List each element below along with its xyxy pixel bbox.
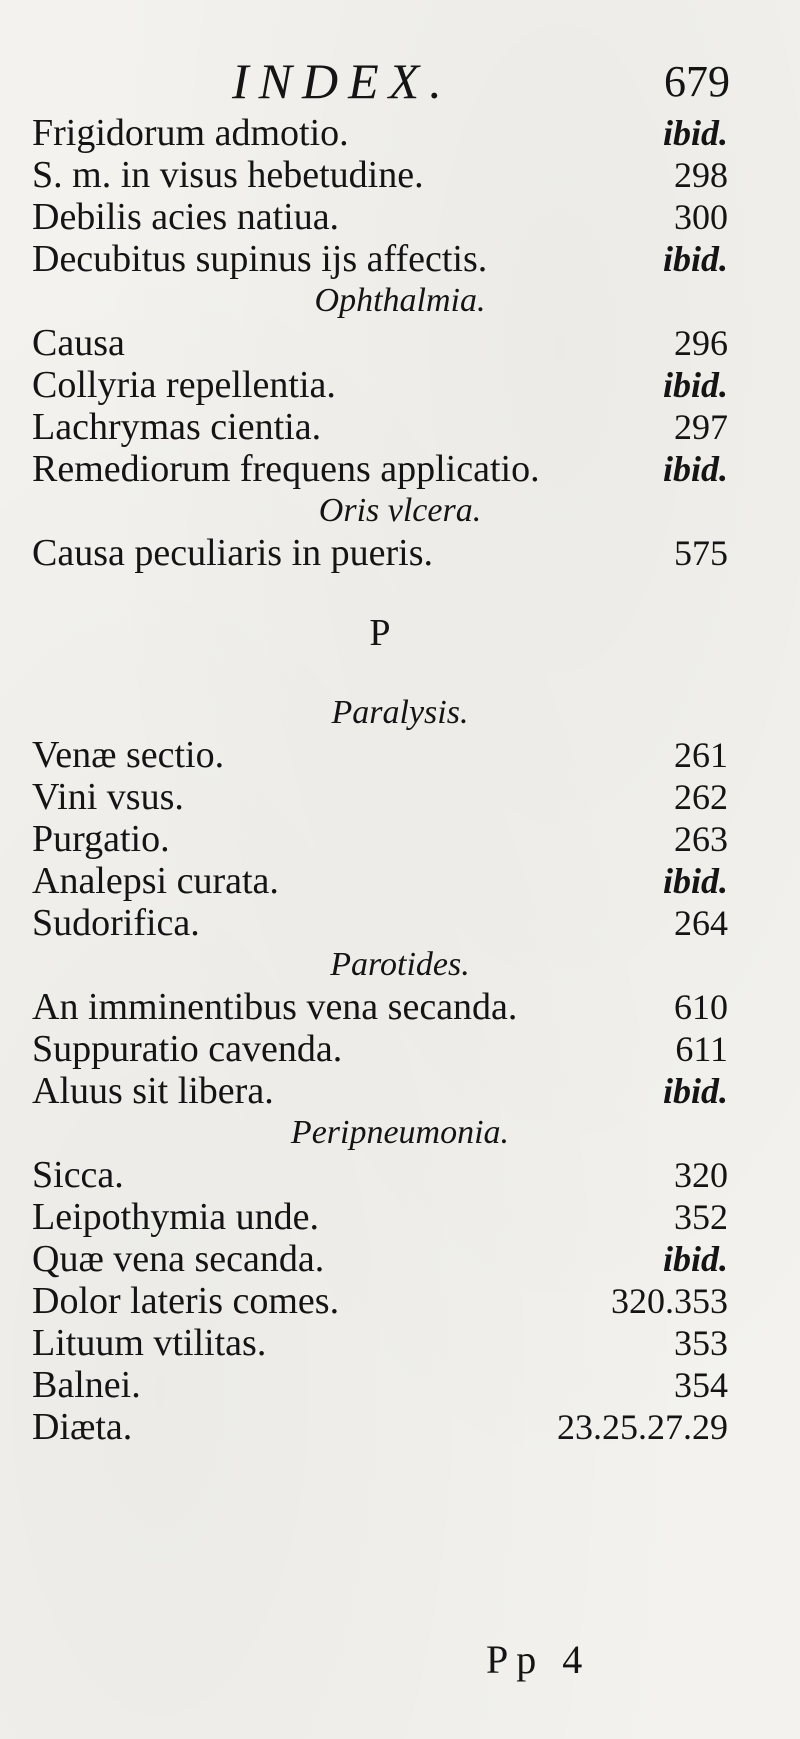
signature-mark: Pp 4 — [486, 1637, 591, 1682]
entry-text: Lituum vtilitas. — [32, 1322, 267, 1364]
entry-page-ref: 298 — [674, 155, 728, 195]
section-heading — [0, 280, 800, 322]
entry-text: Aluus sit libera. — [32, 1070, 274, 1112]
entry-text: Suppuratio cavenda. — [32, 1028, 343, 1070]
entry-text: An imminentibus vena secanda. — [32, 986, 518, 1028]
entry-page-ref: ibid. — [662, 1239, 728, 1279]
index-entry — [0, 406, 800, 448]
section-heading — [0, 490, 800, 532]
index-entry — [0, 112, 800, 154]
entry-page-ref: 263 — [674, 819, 728, 859]
header-title: INDEX. — [232, 53, 452, 109]
entry-text: Collyria repellentia. — [32, 364, 336, 406]
entry-text: Debilis acies natiua. — [32, 196, 340, 238]
entry-page-ref: 353 — [674, 1323, 728, 1363]
entry-page-ref: ibid. — [662, 449, 728, 489]
entry-page-ref: 320.353 — [611, 1281, 728, 1321]
entry-page-ref: 610 — [674, 987, 728, 1027]
heading-text: Ophthalmia. — [314, 282, 486, 319]
section-heading — [0, 1112, 800, 1154]
index-entry — [0, 1196, 800, 1238]
header-page-number: 679 — [664, 57, 730, 106]
entry-text: Frigidorum admotio. — [32, 112, 349, 154]
entry-page-ref: ibid. — [662, 365, 728, 405]
entry-page-ref: ibid. — [662, 113, 728, 153]
entry-page-ref: 296 — [674, 323, 728, 363]
heading-text: Paralysis. — [331, 694, 469, 731]
entry-page-ref: 611 — [675, 1029, 728, 1069]
entry-text: Quæ vena secanda. — [32, 1238, 325, 1280]
entry-page-ref: 261 — [674, 735, 728, 775]
entry-text: Lachrymas cientia. — [32, 406, 322, 448]
entry-text: Leipothymia unde. — [32, 1196, 320, 1238]
entry-text: Balnei. — [32, 1364, 141, 1406]
entry-text: Sicca. — [32, 1154, 124, 1196]
heading-text: Peripneumonia. — [290, 1114, 510, 1151]
index-entry — [0, 1070, 800, 1112]
entry-text: S. m. in visus hebetudine. — [32, 154, 424, 196]
index-entry — [0, 364, 800, 406]
entry-text: Sudorifica. — [32, 902, 200, 944]
index-entry — [0, 1406, 800, 1448]
index-entry — [0, 1154, 800, 1196]
entry-text: Purgatio. — [32, 818, 170, 860]
entry-page-ref: 297 — [674, 407, 728, 447]
entry-page-ref: 354 — [674, 1365, 728, 1405]
entry-page-ref: 262 — [674, 777, 728, 817]
entry-page-ref: 23.25.27.29 — [557, 1407, 728, 1447]
index-entry — [0, 322, 800, 364]
entry-page-ref: 352 — [674, 1197, 728, 1237]
entry-page-ref: ibid. — [662, 1071, 728, 1111]
index-entry — [0, 1028, 800, 1070]
entry-page-ref: ibid. — [662, 861, 728, 901]
heading-text: Parotides. — [330, 946, 470, 983]
index-entry — [0, 902, 800, 944]
index-entry — [0, 1364, 800, 1406]
heading-text: Oris vlcera. — [318, 492, 482, 529]
section-heading — [0, 692, 800, 734]
letter-heading — [0, 574, 800, 692]
entry-page-ref: 300 — [674, 197, 728, 237]
entry-text: Venæ sectio. — [32, 734, 225, 776]
index-entry — [0, 986, 800, 1028]
running-header — [0, 52, 800, 112]
entry-page-ref: 575 — [674, 533, 728, 573]
index-entry — [0, 238, 800, 280]
index-entry — [0, 448, 800, 490]
index-entry — [0, 776, 800, 818]
entry-text: Diæta. — [32, 1406, 133, 1448]
entry-text: Remediorum frequens applicatio. — [32, 448, 540, 490]
index-entry — [0, 1238, 800, 1280]
index-entry — [0, 196, 800, 238]
index-entry — [0, 154, 800, 196]
entry-page-ref: 320 — [674, 1155, 728, 1195]
entry-text: Dolor lateris comes. — [32, 1280, 340, 1322]
index-entry — [0, 818, 800, 860]
index-entry — [0, 1322, 800, 1364]
entry-text: Causa peculiaris in pueris. — [32, 532, 434, 574]
index-entry — [0, 532, 800, 574]
entry-text: Analepsi curata. — [32, 860, 279, 902]
entry-text: Decubitus supinus ijs affectis. — [32, 238, 488, 280]
index-entry — [0, 734, 800, 776]
entry-text: Causa — [32, 322, 125, 364]
entry-page-ref: ibid. — [662, 239, 728, 279]
heading-text: P — [369, 612, 391, 654]
index-list — [0, 112, 800, 1448]
index-entry — [0, 1280, 800, 1322]
index-entry — [0, 860, 800, 902]
entry-text: Vini vsus. — [32, 776, 184, 818]
entry-page-ref: 264 — [674, 903, 728, 943]
section-heading — [0, 944, 800, 986]
